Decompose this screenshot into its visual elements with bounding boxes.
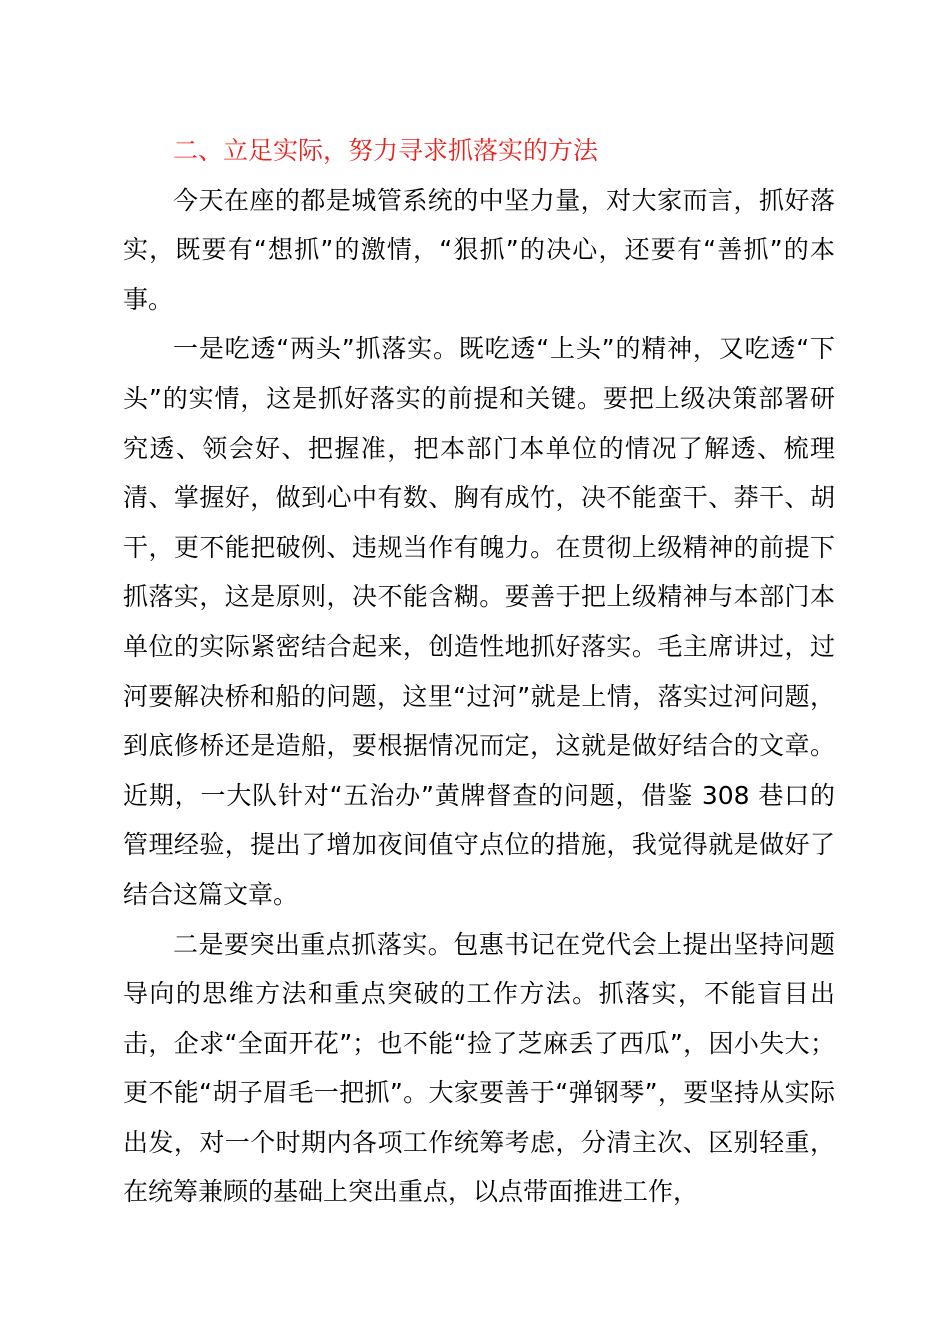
- document-body: [123, 126, 835, 1217]
- paragraph-point-two: 二是要突出重点抓落实。包惠书记在党代会上提出坚持问题导向的思维方法和重点突破的工作方法。抓落实，不能盲目出击，企求“全面开花”；也不能“捡了芝麻丢了西瓜”，因小失大；更不能“胡子眉毛一把抓”。大家要善于“弹钢琴”，要坚持从实际出发，对一个时期内各项工作统筹考虑，分清主次、区别轻重，在统筹兼顾的基础上突出重点，以点带面推进工作，: [123, 929, 835, 1207]
- paragraph-intro: 今天在座的都是城管系统的中坚力量，对大家而言，抓好落实，既要有“想抓”的激情，“狠抓”的决心，还要有“善抓”的本事。: [123, 185, 835, 314]
- paragraph-point-one: 一是吃透“两头”抓落实。既吃透“上头”的精神，又吃透“下头”的实情，这是抓好落实的前提和关键。要把上级决策部署研究透、领会好、把握准，把本部门本单位的情况了解透、梳理清、掌握好，做到心中有数、胸有成竹，决不能蛮干、莽干、胡干，更不能把破例、违规当作有魄力。在贯彻上级精神的前提下抓落实，这是原则，决不能含糊。要善于把上级精神与本部门本单位的实际紧密结合起来，创造性地抓好落实。毛主席讲过，过河要解决桥和船的问题，这里“过河”就是上情，落实过河问题，到底修桥还是造船，要根据情况而定，这就是做好结合的文章。近期，一大队针对“五治办”黄牌督查的问题，借鉴 308 巷口的管理经验，提出了增加夜间值守点位的措施，我觉得就是做好了结合这篇文章。: [123, 334, 835, 909]
- section-heading: 二、立足实际，努力寻求抓落实的方法: [173, 136, 599, 165]
